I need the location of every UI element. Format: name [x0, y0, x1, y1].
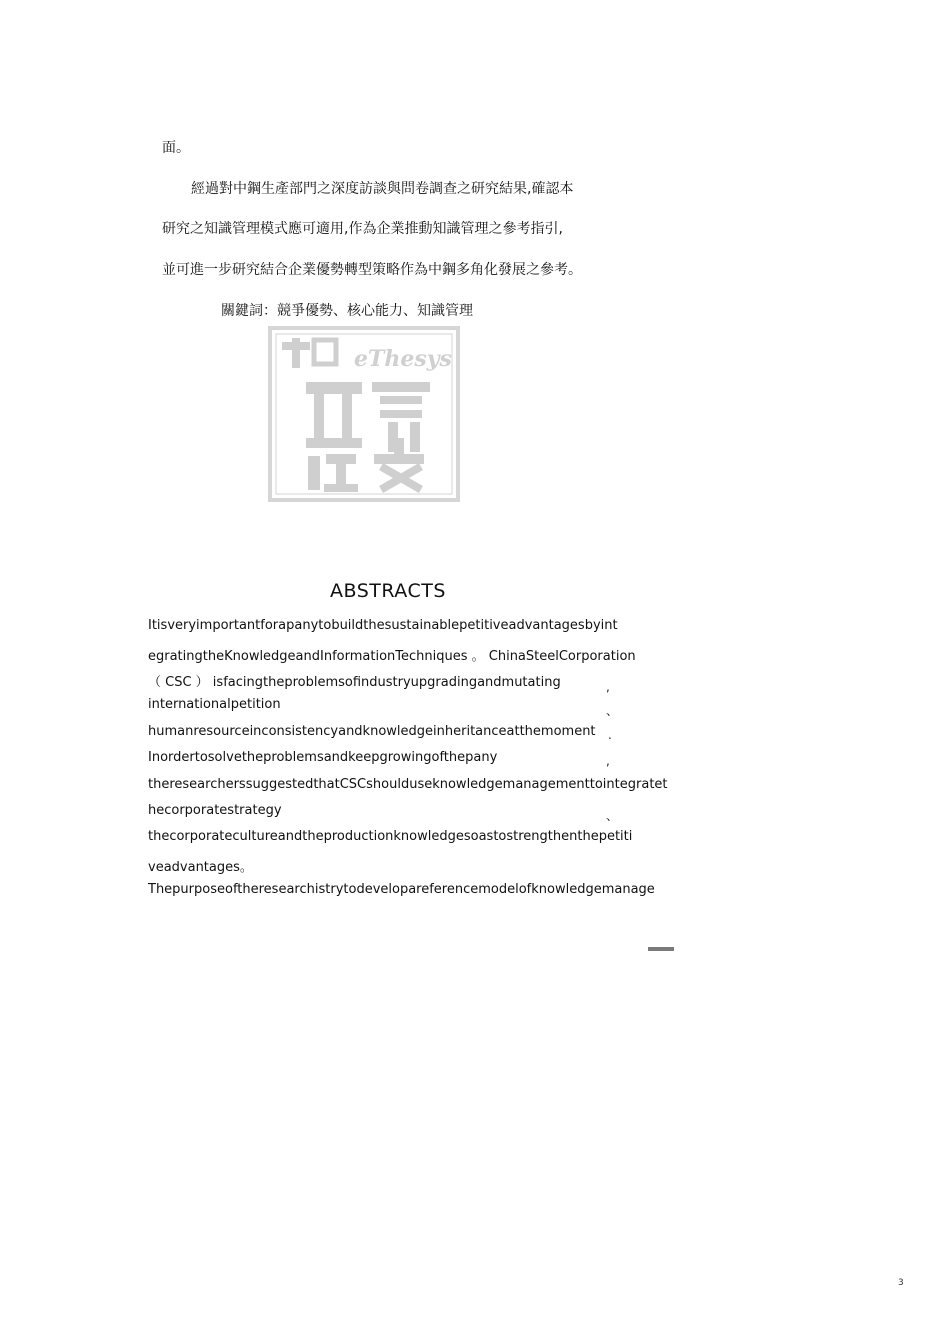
punctuation-mark: 、	[606, 704, 619, 718]
thesis-watermark-seal	[268, 326, 460, 502]
abstract-title: ABSTRACTS	[330, 580, 446, 602]
abstract-line: hecorporatestrategy	[148, 803, 282, 818]
page-number: 3	[898, 1278, 904, 1288]
abstract-line: theresearcherssuggestedthatCSCshoulduseknowledgemanagementtointegratet	[148, 777, 668, 792]
abstract-line: egratingtheKnowledgeandInformationTechniques 。 ChinaSteelCorporation	[148, 649, 636, 664]
abstract-line: Thepurposeoftheresearchistrytodevelopareferencemodelofknowledgemanage	[148, 882, 655, 897]
abstract-line: Inordertosolvetheproblemsandkeepgrowingofthepany	[148, 750, 498, 765]
keywords: 關鍵詞：競爭優勢、核心能力、知識管理	[221, 303, 473, 319]
text-line-4: 並可進一步研究結合企業優勢轉型策略作為中鋼多角化發展之參考。	[162, 262, 582, 278]
abstract-line: （ CSC ） isfacingtheproblemsofindustryupgradingandmutating	[148, 675, 561, 690]
punctuation-mark: 、	[606, 809, 619, 823]
text-line-1: 面。	[162, 140, 190, 156]
punctuation-mark: ,	[606, 680, 610, 694]
punctuation-mark: ,	[606, 754, 610, 768]
abstract-line: Itisveryimportantforapanytobuildthesustainablepetitiveadvantagesbyint	[148, 618, 618, 633]
text-line-2: 經過對中鋼生產部門之深度訪談與問卷調查之研究結果,確認本	[191, 181, 574, 197]
abstract-line: veadvantages。	[148, 860, 253, 875]
gray-bar-divider	[648, 947, 674, 951]
abstract-line: internationalpetition	[148, 697, 281, 712]
punctuation-mark: .	[608, 728, 612, 742]
text-line-3: 研究之知識管理模式應可適用,作為企業推動知識管理之參考指引,	[162, 221, 563, 237]
abstract-line: thecorporatecultureandtheproductionknowledgesoastostrengthenthepetiti	[148, 829, 633, 844]
abstract-line: humanresourceinconsistencyandknowledgeinheritanceatthemoment	[148, 724, 596, 739]
svg-text:eThesys: eThesys	[354, 346, 452, 372]
